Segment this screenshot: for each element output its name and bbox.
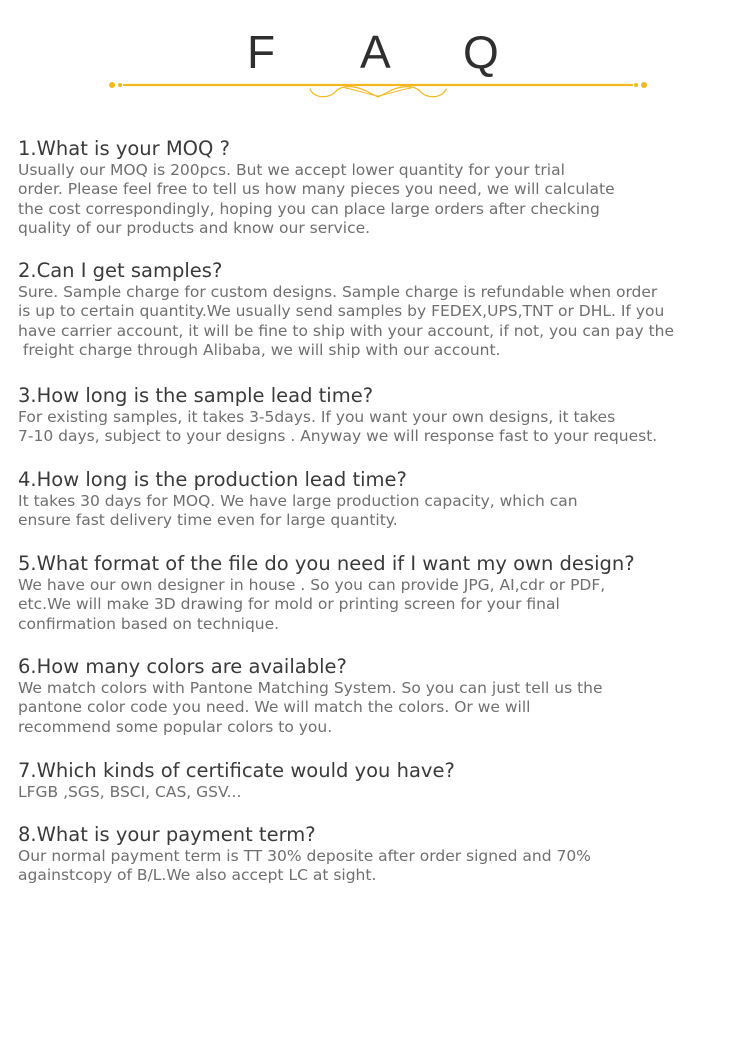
- faq-question: 2.Can I get samples?: [18, 259, 223, 282]
- faq-question: 1.What is your MOQ ?: [18, 137, 230, 160]
- faq-question: 8.What is your payment term?: [18, 823, 316, 846]
- faq-answer: For existing samples, it takes 3-5days. If you want your own designs, it takes 7-10 days, subject to your designs . Anyway we will response fast to your request.: [18, 408, 658, 446]
- faq-answer: LFGB ,SGS, BSCI, CAS, GSV...: [18, 783, 242, 801]
- faq-item: [18, 259, 733, 361]
- faq-answer: We match colors with Pantone Matching System. So you can just tell us the pantone color code you need. We will match the colors. Or we will recommend some popular colors to you.: [18, 679, 603, 736]
- faq-question: 4.How long is the production lead time?: [18, 468, 407, 491]
- faq-item: [18, 384, 733, 447]
- faq-item: [18, 137, 733, 239]
- faq-item: [18, 468, 733, 531]
- faq-answer: Our normal payment term is TT 30% deposite after order signed and 70% againstcopy of B/L.We also accept LC at sight.: [18, 847, 591, 885]
- faq-question: 6.How many colors are available?: [18, 655, 347, 678]
- title-letter-a: A: [360, 26, 391, 78]
- faq-answer: Usually our MOQ is 200pcs. But we accept lower quantity for your trial order. Please feel free to tell us how many pieces you need, we will calculate the cost correspondingly, hoping you can place large orders after checking quality of our products and know our service.: [18, 161, 615, 238]
- faq-item: [18, 552, 733, 634]
- faq-answer: It takes 30 days for MOQ. We have large production capacity, which can ensure fast delivery time even for large quantity.: [18, 492, 578, 530]
- faq-item: [18, 655, 733, 737]
- faq-question: 5.What format of the file do you need if I want my own design?: [18, 552, 635, 575]
- faq-question: 3.How long is the sample lead time?: [18, 384, 374, 407]
- ornamental-divider: [100, 72, 656, 102]
- faq-item: [18, 823, 733, 886]
- title-letter-q: Q: [463, 26, 499, 78]
- faq-item: [18, 759, 733, 802]
- faq-question: 7.Which kinds of certificate would you have?: [18, 759, 455, 782]
- faq-answer: We have our own designer in house . So you can provide JPG, AI,cdr or PDF, etc.We will make 3D drawing for mold or printing screen for your final confirmation based on technique.: [18, 576, 606, 633]
- faq-answer: Sure. Sample charge for custom designs. Sample charge is refundable when order is up to certain quantity.We usually send samples by FEDEX,UPS,TNT or DHL. If you have carrier account, it will be fine to ship with your account, if not, you can pay the freight charge through Alibaba, we will ship with our account.: [18, 283, 675, 360]
- title-letter-f: F: [247, 26, 276, 78]
